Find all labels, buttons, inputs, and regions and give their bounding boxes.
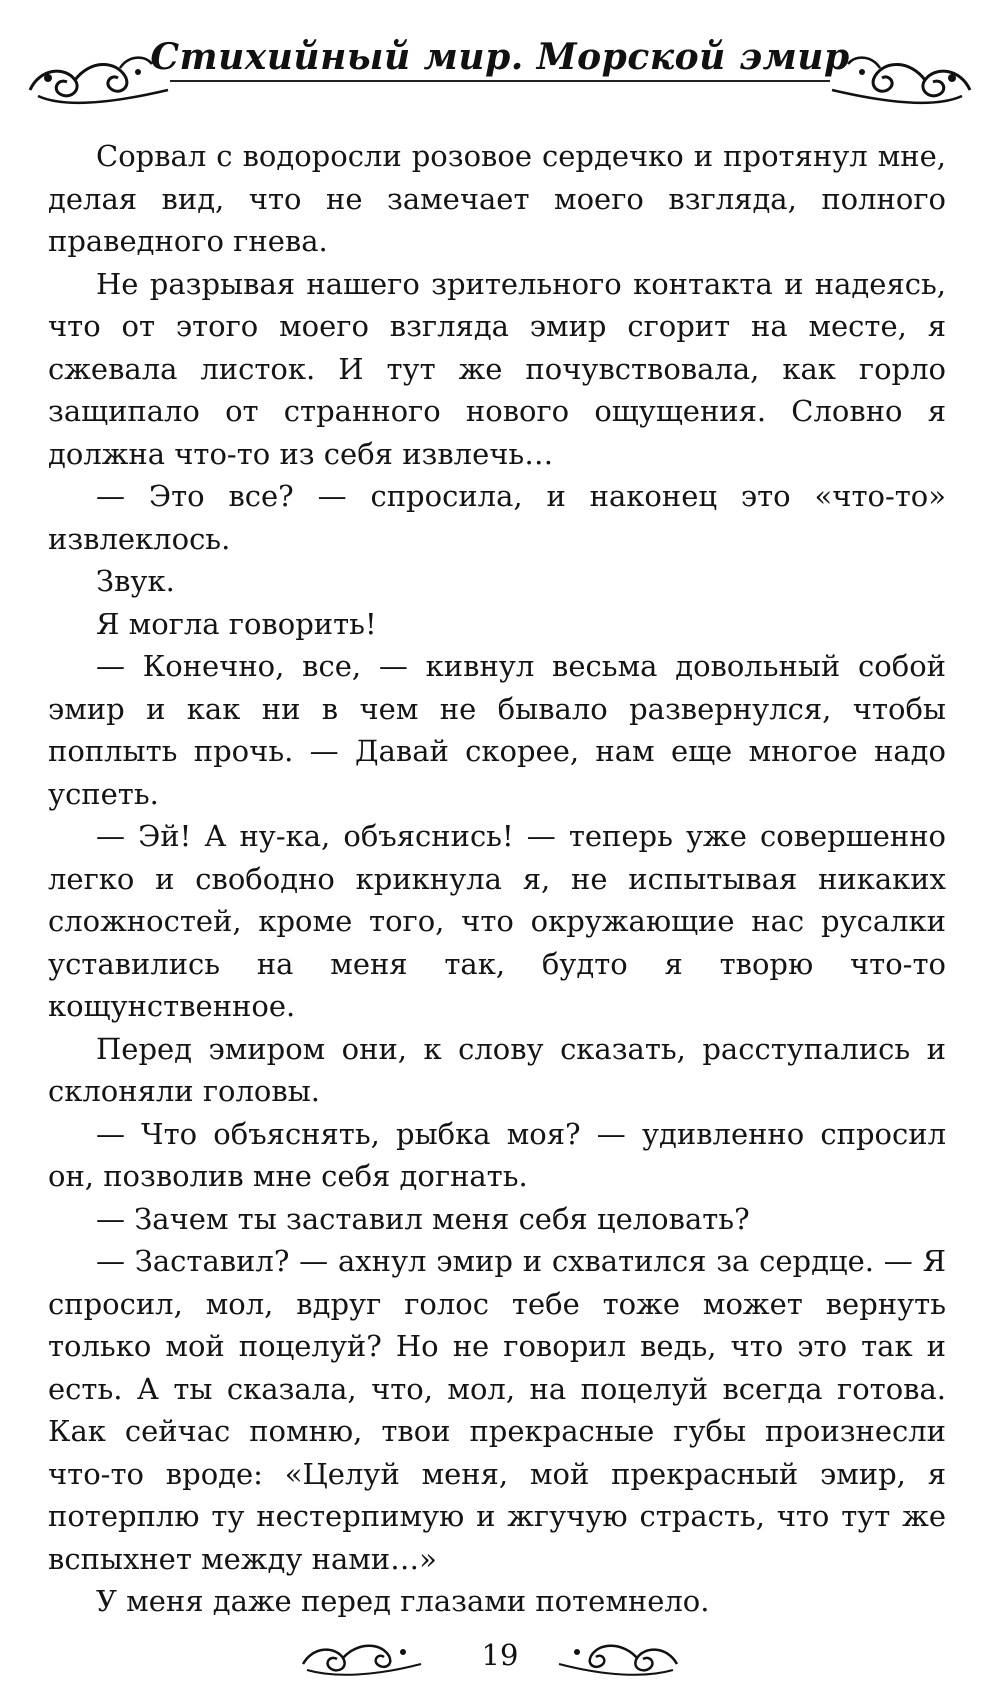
paragraph: У меня даже перед глазами потемнело. <box>96 1584 710 1618</box>
page-number: 19 <box>481 1638 519 1672</box>
flourish-ornament-icon <box>555 1634 685 1678</box>
header-rule <box>170 80 830 82</box>
paragraph: Перед эмиром они, к слову сказать, расступались и склоняли головы. <box>48 1031 946 1108</box>
paragraph: Сорвал с водоросли розовое сердечко и протянул мне, делая вид, что не замечает моего взгляда, полного праведного гнева. <box>48 139 946 258</box>
running-header-title: Стихийный мир. Морской эмир <box>150 36 850 78</box>
running-header <box>20 20 980 120</box>
body-text <box>48 135 946 1623</box>
paragraph: — Конечно, все, — кивнул весьма довольный собой эмир и как ни в чем не бывало развернулся, чтобы поплыть прочь. — Давай скорее, нам еще многое надо успеть. <box>48 649 946 811</box>
paragraph: — Эй! А ну-ка, объяснись! — теперь уже совершенно легко и свободно крикнула я, не испытывая никаких сложностей, кроме того, что окружающие нас русалки уставились на меня так, будто я творю что-то кощунственное. <box>48 819 946 1023</box>
paragraph: Звук. <box>96 564 175 598</box>
flourish-ornament-icon <box>830 48 980 108</box>
paragraph: Я могла говорить! <box>96 606 377 641</box>
paragraph: — Это все? — спросила, и наконец это «что-то» извлеклось. <box>48 479 946 556</box>
paragraph: — Заставил? — ахнул эмир и схватился за сердце. — Я спросил, мол, вдруг голос тебе тоже может вернуть только мой поцелуй? Но не говорил ведь, что это так и есть. А ты сказала, что, мол, на поцелуй всегда готова. Как сейчас помню, твои прекрасные губы произнесли что-то вроде: «Целуй меня, мой прекрасный эмир, я потерплю ту нестерпимую и жгучую страсть, что тут же вспыхнет между нами…» <box>48 1244 946 1576</box>
paragraph: — Что объяснять, рыбка моя? — удивленно спросил он, позволив мне себя догнать. <box>48 1116 946 1193</box>
paragraph: Не разрывая нашего зрительного контакта и надеясь, что от этого моего взгляда эмир сгорит на месте, я сжевала листок. И тут же почувствовала, как горло защипало от странного нового ощущения. Словно я должна что-то из себя извлечь… <box>48 266 946 471</box>
paragraph: — Зачем ты заставил меня себя целовать? <box>96 1201 750 1236</box>
page-footer <box>0 1630 1000 1680</box>
